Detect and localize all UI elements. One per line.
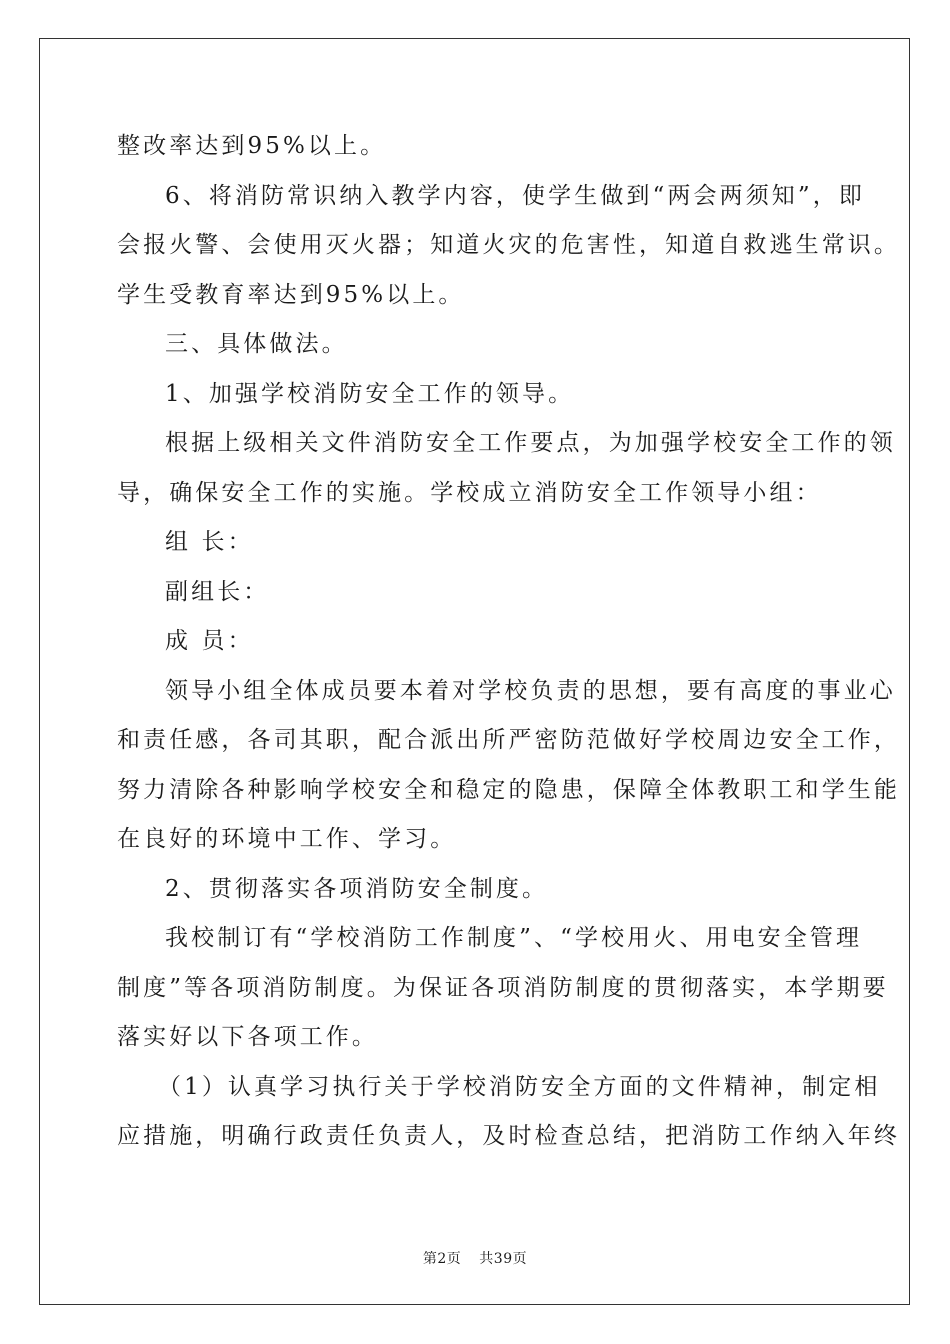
role-line-leader: 组 长： bbox=[165, 529, 254, 555]
page-number: 第2页 bbox=[422, 1251, 462, 1267]
paragraph-line: 6、将消防常识纳入教学内容，使学生做到“两会两须知”，即 bbox=[165, 182, 865, 209]
list-item-line: （1）认真学习执行关于学校消防安全方面的文件精神，制定相 bbox=[158, 1073, 881, 1100]
paragraph-line: 制度”等各项消防制度。为保证各项消防制度的贯彻落实，本学期要 bbox=[117, 974, 889, 1001]
paragraph-line: 会报火警、会使用灭火器；知道火灾的危害性，知道自救逃生常识。 bbox=[117, 232, 900, 258]
role-line-members: 成 员： bbox=[165, 628, 254, 654]
section-heading: 三、具体做法。 bbox=[165, 331, 348, 357]
role-line-deputy: 副组长： bbox=[165, 578, 270, 605]
paragraph-line: 努力清除各种影响学校安全和稳定的隐患，保障全体教职工和学生能 bbox=[117, 776, 900, 803]
subsection-heading: 1、加强学校消防安全工作的领导。 bbox=[165, 380, 575, 407]
paragraph-line: 根据上级相关文件消防安全工作要点，为加强学校安全工作的领 bbox=[165, 430, 896, 456]
paragraph-line: 应措施，明确行政责任负责人，及时检查总结，把消防工作纳入年终 bbox=[117, 1123, 900, 1149]
paragraph-line: 导，确保安全工作的实施。学校成立消防安全工作领导小组： bbox=[117, 479, 822, 506]
paragraph-line: 我校制订有“学校消防工作制度”、“学校用火、用电安全管理 bbox=[165, 925, 863, 951]
paragraph-line: 落实好以下各项工作。 bbox=[117, 1024, 378, 1050]
page-footer bbox=[0, 1248, 950, 1268]
paragraph-line: 在良好的环境中工作、学习。 bbox=[117, 826, 457, 852]
paragraph-line: 整改率达到95%以上。 bbox=[117, 133, 387, 159]
document-body bbox=[117, 122, 900, 1162]
paragraph-line: 学生受教育率达到95%以上。 bbox=[117, 281, 465, 308]
total-pages: 共39页 bbox=[479, 1251, 528, 1267]
paragraph-line: 领导小组全体成员要本着对学校负责的思想，要有高度的事业心 bbox=[165, 677, 896, 704]
subsection-heading: 2、贯彻落实各项消防安全制度。 bbox=[165, 875, 549, 902]
paragraph-line: 和责任感，各司其职，配合派出所严密防范做好学校周边安全工作， bbox=[117, 727, 900, 753]
